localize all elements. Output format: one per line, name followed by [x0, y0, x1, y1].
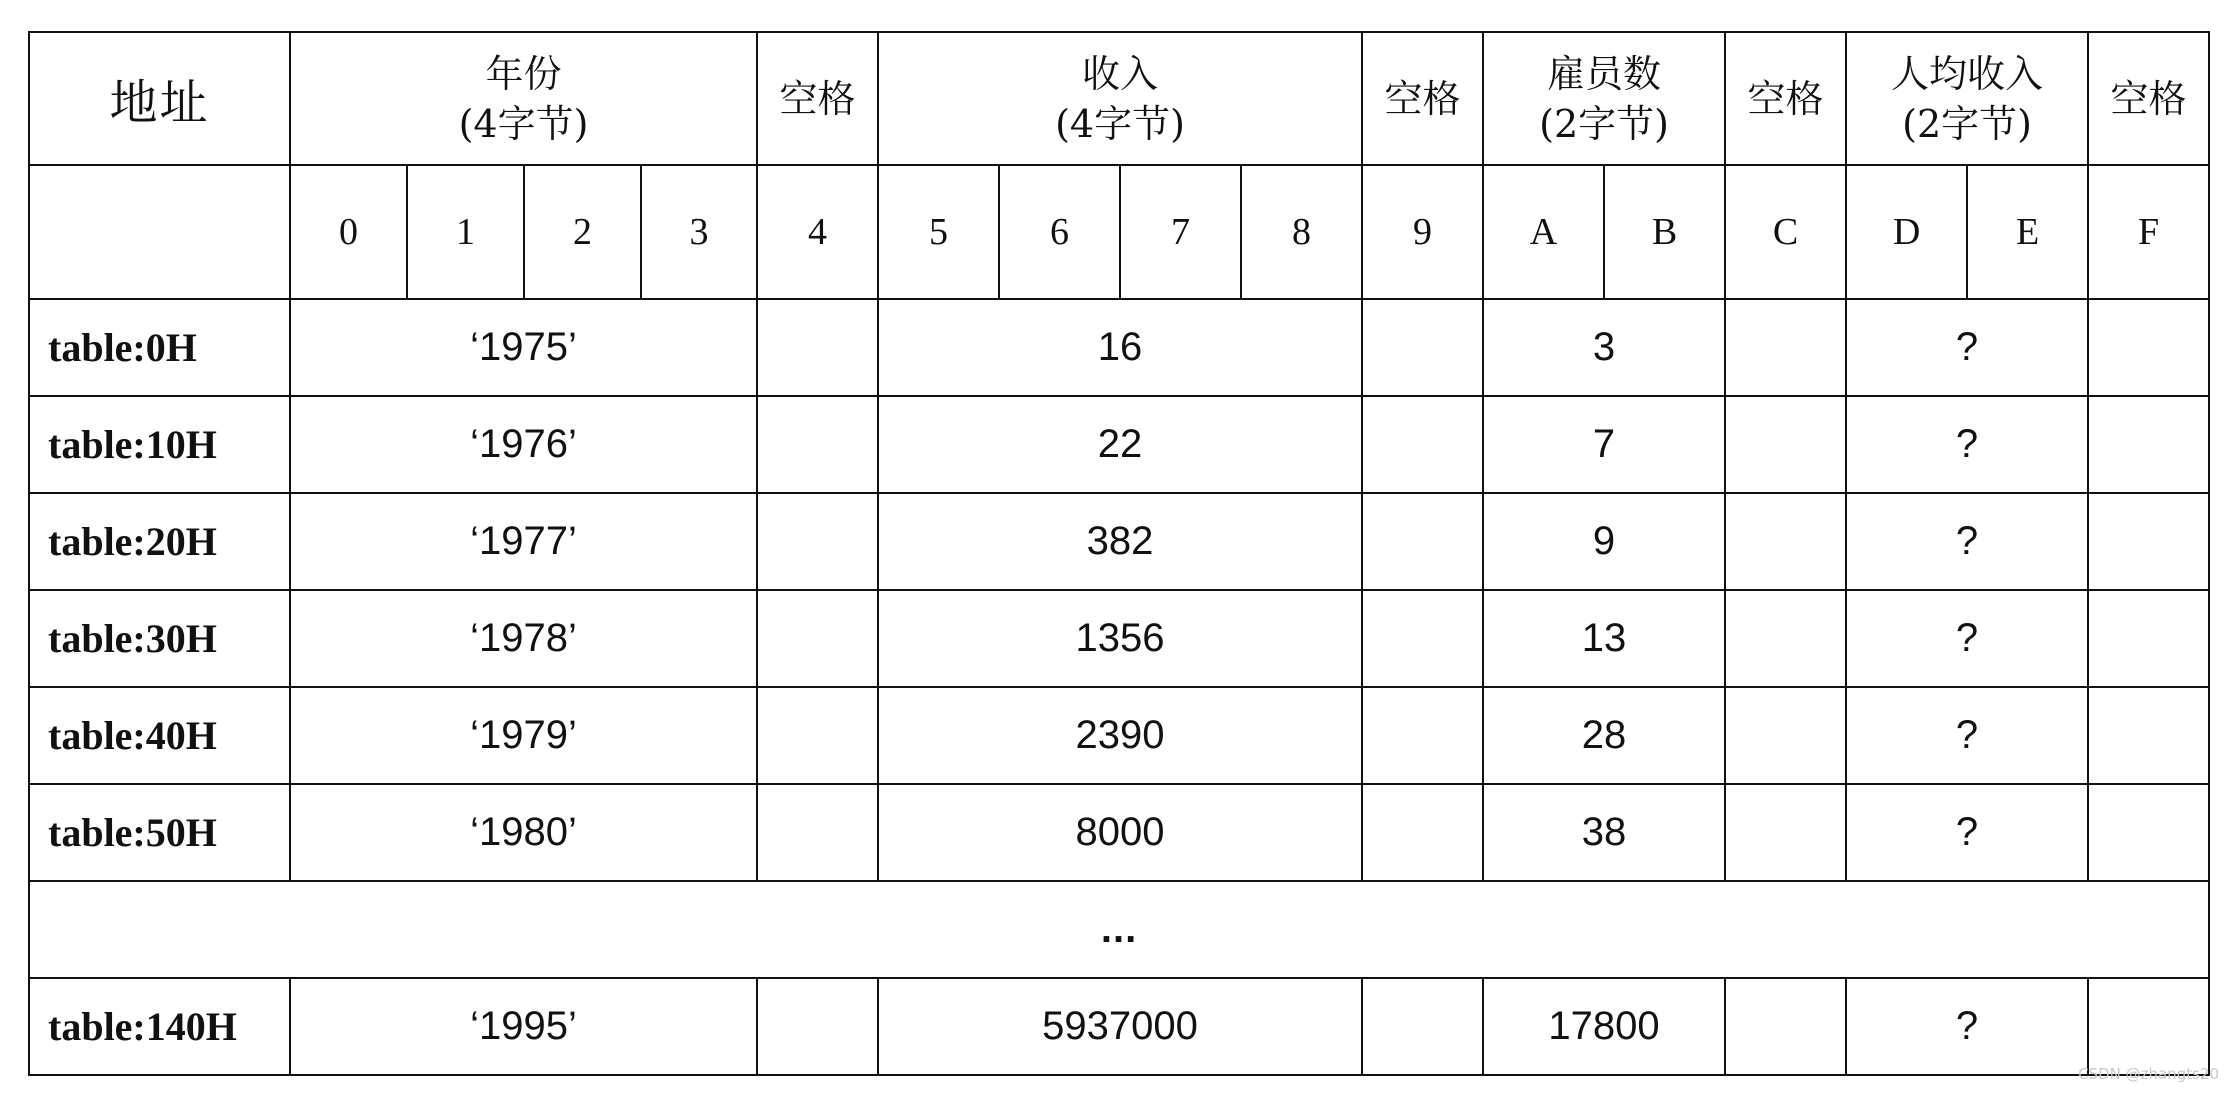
per-capita-header: [1846, 32, 2088, 165]
space-cell: [1362, 396, 1483, 493]
row-per-capita: ?: [1846, 299, 2088, 396]
byte-index-blank: [29, 165, 290, 299]
memory-layout-table: [28, 31, 2210, 1076]
space-cell: [1362, 590, 1483, 687]
income-header-name: 收入: [1082, 51, 1159, 96]
space-cell: [1362, 687, 1483, 784]
row-income: 2390: [878, 687, 1362, 784]
row-per-capita: ?: [1846, 687, 2088, 784]
byte-index-cell: 3: [641, 165, 757, 299]
row-address: table:40H: [29, 687, 290, 784]
row-income: 8000: [878, 784, 1362, 881]
space-cell: [757, 299, 878, 396]
row-per-capita: ?: [1846, 493, 2088, 590]
year-header-size: (4字节): [458, 101, 589, 146]
year-header: [290, 32, 757, 165]
table-row: [29, 590, 2209, 687]
row-income: 16: [878, 299, 1362, 396]
row-per-capita: ?: [1846, 396, 2088, 493]
space-cell: [1362, 493, 1483, 590]
space-cell: [757, 493, 878, 590]
space-cell: [1725, 784, 1846, 881]
table-row: [29, 687, 2209, 784]
space-cell: [2088, 687, 2209, 784]
byte-index-cell: 4: [757, 165, 878, 299]
employees-header-name: 雇员数: [1547, 51, 1662, 96]
row-employees: 13: [1483, 590, 1725, 687]
space-cell: [1725, 299, 1846, 396]
table-row: [29, 784, 2209, 881]
byte-index-cell: B: [1604, 165, 1725, 299]
row-employees: 28: [1483, 687, 1725, 784]
row-address: table:140H: [29, 978, 290, 1075]
space-cell: [2088, 396, 2209, 493]
space-cell: [757, 396, 878, 493]
space-cell: [757, 978, 878, 1075]
space-cell: [1362, 784, 1483, 881]
space-cell: [2088, 784, 2209, 881]
space-cell: [1725, 978, 1846, 1075]
byte-index-cell: 9: [1362, 165, 1483, 299]
row-address: table:30H: [29, 590, 290, 687]
row-income: 1356: [878, 590, 1362, 687]
row-address: table:10H: [29, 396, 290, 493]
row-income: 5937000: [878, 978, 1362, 1075]
space-cell: [2088, 590, 2209, 687]
row-year: ‘1978’: [290, 590, 757, 687]
byte-index-cell: F: [2088, 165, 2209, 299]
row-year: ‘1977’: [290, 493, 757, 590]
row-year: ‘1975’: [290, 299, 757, 396]
space-cell: [1725, 396, 1846, 493]
ellipsis-cell: ...: [29, 881, 2209, 978]
byte-index-cell: 5: [878, 165, 999, 299]
row-per-capita: ?: [1846, 590, 2088, 687]
table-row: [29, 493, 2209, 590]
row-income: 382: [878, 493, 1362, 590]
row-employees: 9: [1483, 493, 1725, 590]
address-header: 地址: [29, 32, 290, 165]
byte-index-cell: 8: [1241, 165, 1362, 299]
space-cell: [1725, 590, 1846, 687]
space-cell: [2088, 299, 2209, 396]
table-row: [29, 396, 2209, 493]
header-row: [29, 32, 2209, 165]
byte-index-cell: 0: [290, 165, 407, 299]
space-cell: [1725, 687, 1846, 784]
byte-index-cell: A: [1483, 165, 1604, 299]
space-cell: [757, 784, 878, 881]
byte-index-cell: 2: [524, 165, 641, 299]
space-cell: [757, 687, 878, 784]
space-header: 空格: [757, 32, 878, 165]
row-year: ‘1976’: [290, 396, 757, 493]
byte-index-cell: 7: [1120, 165, 1241, 299]
space-cell: [2088, 978, 2209, 1075]
row-income: 22: [878, 396, 1362, 493]
employees-header: [1483, 32, 1725, 165]
space-header: 空格: [1725, 32, 1846, 165]
per-capita-header-size: (2字节): [1902, 101, 2032, 146]
table-row: [29, 978, 2209, 1075]
row-employees: 38: [1483, 784, 1725, 881]
row-employees: 3: [1483, 299, 1725, 396]
byte-index-cell: D: [1846, 165, 1967, 299]
table-row: [29, 299, 2209, 396]
row-year: ‘1995’: [290, 978, 757, 1075]
space-cell: [757, 590, 878, 687]
ellipsis-row: [29, 881, 2209, 978]
employees-header-size: (2字节): [1539, 101, 1669, 146]
income-header: [878, 32, 1362, 165]
year-header-name: 年份: [485, 51, 562, 96]
row-address: table:0H: [29, 299, 290, 396]
row-per-capita: ?: [1846, 978, 2088, 1075]
byte-index-row: [29, 165, 2209, 299]
row-address: table:50H: [29, 784, 290, 881]
row-employees: 17800: [1483, 978, 1725, 1075]
row-year: ‘1979’: [290, 687, 757, 784]
byte-index-cell: C: [1725, 165, 1846, 299]
row-per-capita: ?: [1846, 784, 2088, 881]
income-header-size: (4字节): [1055, 101, 1185, 146]
space-header: 空格: [1362, 32, 1483, 165]
space-cell: [1362, 299, 1483, 396]
row-address: table:20H: [29, 493, 290, 590]
byte-index-cell: E: [1967, 165, 2088, 299]
space-cell: [2088, 493, 2209, 590]
byte-index-cell: 1: [407, 165, 524, 299]
watermark: CSDN @zhangts20: [2078, 1065, 2219, 1083]
byte-index-cell: 6: [999, 165, 1120, 299]
per-capita-header-name: 人均收入: [1891, 51, 2044, 96]
space-cell: [1362, 978, 1483, 1075]
space-header: 空格: [2088, 32, 2209, 165]
space-cell: [1725, 493, 1846, 590]
row-employees: 7: [1483, 396, 1725, 493]
row-year: ‘1980’: [290, 784, 757, 881]
